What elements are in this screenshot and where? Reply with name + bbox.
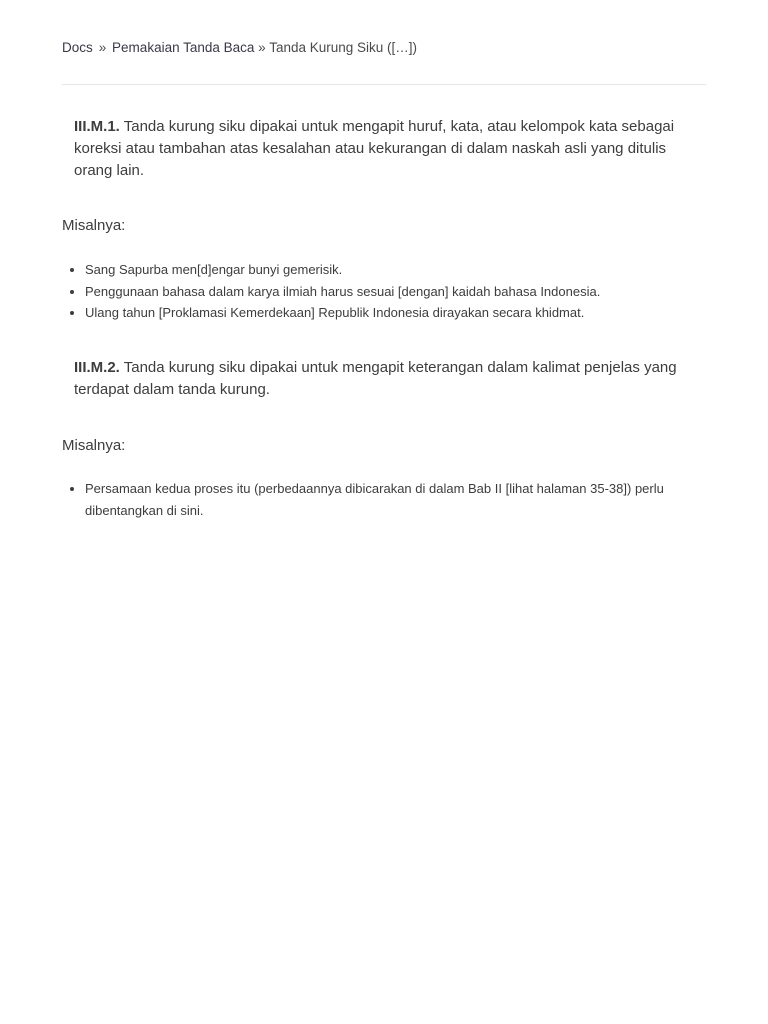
example-list (62, 478, 705, 521)
breadcrumb (62, 40, 417, 55)
breadcrumb-divider (62, 84, 706, 85)
example-label: Misalnya: (62, 217, 126, 234)
example-item: • Persamaan kedua proses itu (perbedaannya dibicarakan di dalam Bab II [lihat halaman 35-38]) perlu dibentangkan di sini. (85, 478, 705, 521)
example-item: • Penggunaan bahasa dalam karya ilmiah harus sesuai [dengan] kaidah bahasa Indonesia. (85, 281, 705, 303)
rule-paragraph (74, 116, 694, 182)
breadcrumb-section-link[interactable]: Pemakaian Tanda Baca (112, 40, 255, 55)
example-item: • Sang Sapurba men[d]engar bunyi gemerisik. (85, 259, 705, 281)
example-list (62, 259, 705, 324)
example-label: Misalnya: (62, 437, 126, 454)
breadcrumb-docs-link[interactable]: Docs (62, 40, 93, 55)
rule-number: III.M.2. (74, 359, 120, 376)
rule-paragraph (74, 357, 694, 401)
rule-text: Tanda kurung siku dipakai untuk mengapit huruf, kata, atau kelompok kata sebagai koreksi atau tambahan atas kesalahan atau kekurangan di dalam naskah asli yang ditulis orang lain. (74, 118, 675, 179)
breadcrumb-separator: » (258, 40, 266, 55)
rule-number: III.M.1. (74, 118, 120, 135)
example-item: • Ulang tahun [Proklamasi Kemerdekaan] Republik Indonesia dirayakan secara khidmat. (85, 302, 705, 324)
rule-text: Tanda kurung siku dipakai untuk mengapit keterangan dalam kalimat penjelas yang terdapat dalam tanda kurung. (74, 359, 677, 398)
breadcrumb-separator: » (98, 40, 107, 55)
breadcrumb-current: Tanda Kurung Siku ([…]) (269, 40, 418, 55)
